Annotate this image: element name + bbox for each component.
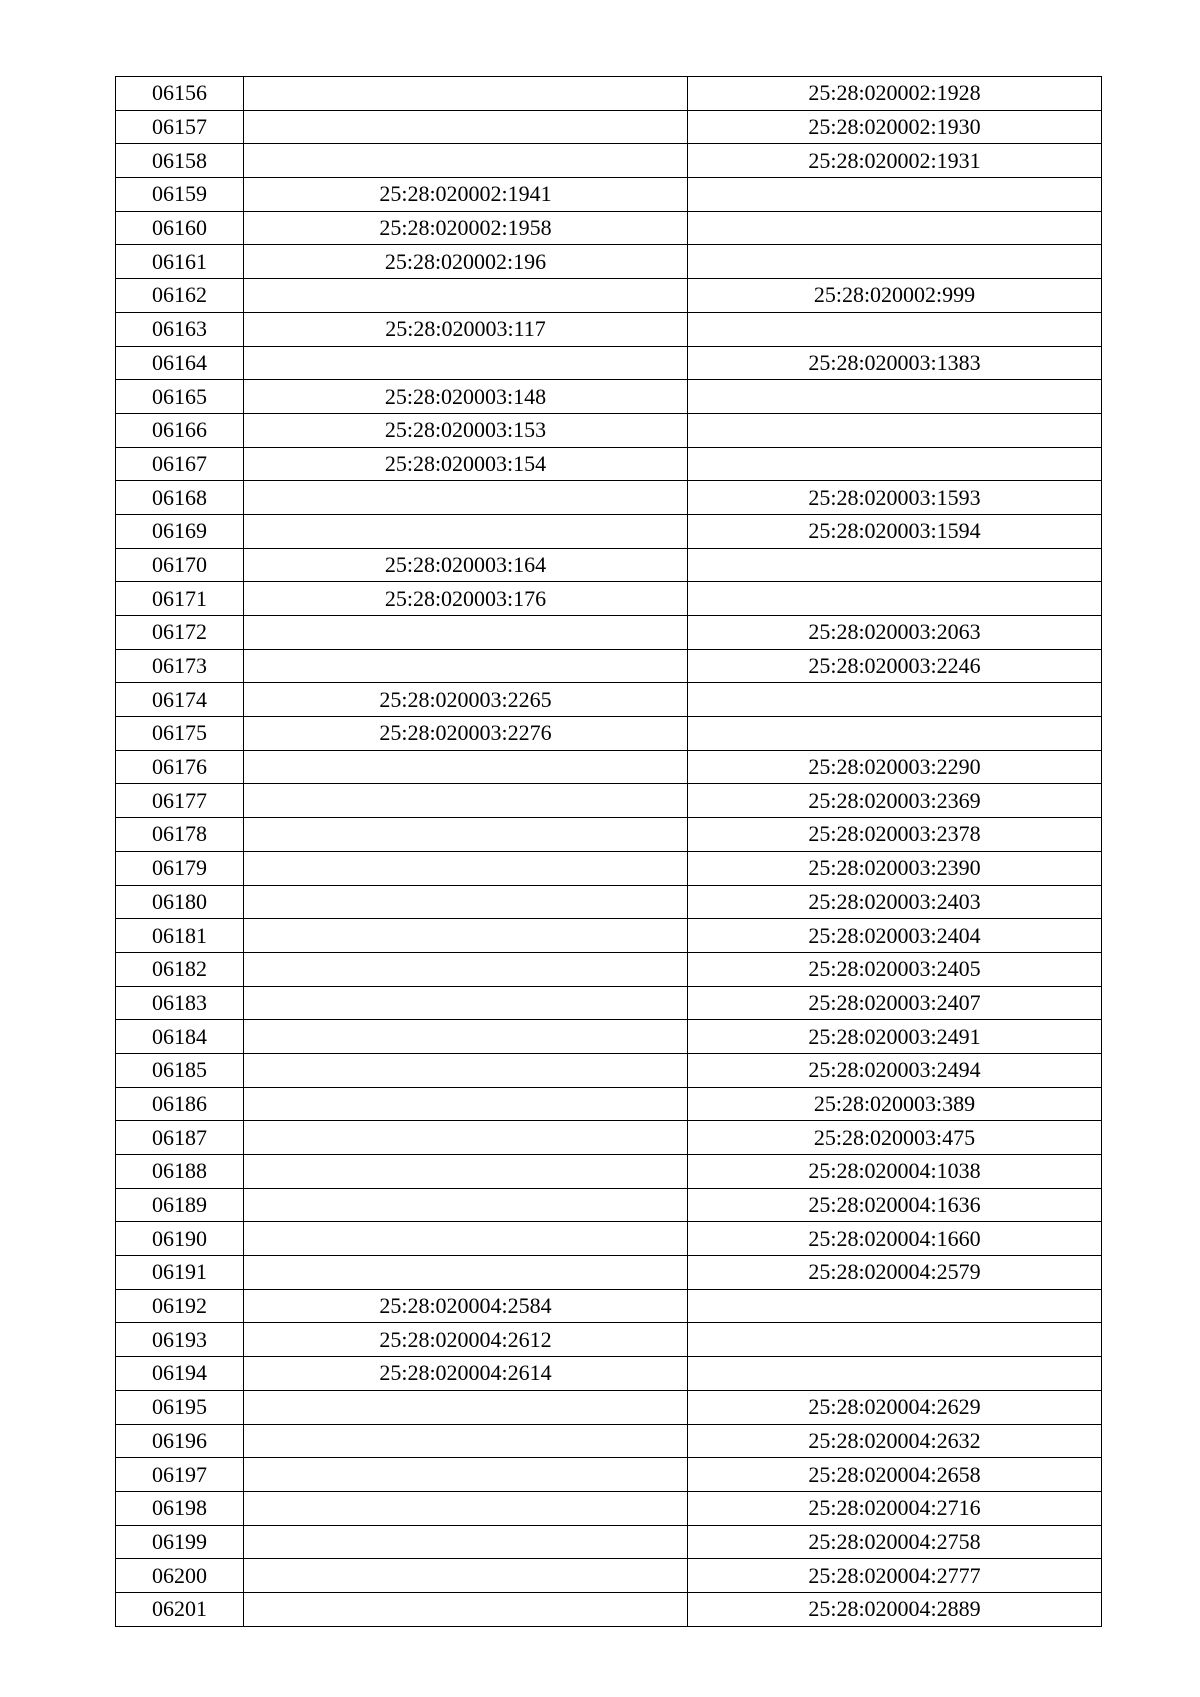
cadastral-number-cell-a: 25:28:020004:2584 <box>244 1289 688 1323</box>
cadastral-number-cell-b <box>688 245 1102 279</box>
cadastral-number-cell-a: 25:28:020002:1941 <box>244 178 688 212</box>
table-row <box>116 548 1102 582</box>
row-number-cell: 06158 <box>116 144 244 178</box>
row-number-cell: 06175 <box>116 717 244 751</box>
row-number-cell: 06173 <box>116 649 244 683</box>
cadastral-number-cell-b <box>688 717 1102 751</box>
cadastral-number-cell-a <box>244 1458 688 1492</box>
cadastral-number-cell-b: 25:28:020003:2290 <box>688 750 1102 784</box>
cadastral-number-cell-a <box>244 1053 688 1087</box>
cadastral-number-cell-b: 25:28:020003:2494 <box>688 1053 1102 1087</box>
table-row <box>116 1222 1102 1256</box>
cadastral-number-cell-b: 25:28:020004:2889 <box>688 1592 1102 1626</box>
row-number-cell: 06164 <box>116 346 244 380</box>
table-row <box>116 683 1102 717</box>
row-number-cell: 06193 <box>116 1323 244 1357</box>
cadastral-number-cell-b: 25:28:020003:2390 <box>688 851 1102 885</box>
cadastral-number-cell-a: 25:28:020003:117 <box>244 312 688 346</box>
row-number-cell: 06188 <box>116 1155 244 1189</box>
cadastral-number-cell-b: 25:28:020002:1928 <box>688 77 1102 111</box>
row-number-cell: 06189 <box>116 1188 244 1222</box>
cadastral-number-cell-b <box>688 1323 1102 1357</box>
table-row <box>116 110 1102 144</box>
table-row <box>116 1357 1102 1391</box>
cadastral-number-cell-a <box>244 952 688 986</box>
table-row <box>116 885 1102 919</box>
cadastral-number-cell-b: 25:28:020003:2404 <box>688 919 1102 953</box>
table-row <box>116 245 1102 279</box>
cadastral-number-cell-b: 25:28:020004:2758 <box>688 1525 1102 1559</box>
row-number-cell: 06176 <box>116 750 244 784</box>
cadastral-number-cell-b: 25:28:020004:1038 <box>688 1155 1102 1189</box>
table-row <box>116 818 1102 852</box>
cadastral-number-cell-b: 25:28:020003:2407 <box>688 986 1102 1020</box>
cadastral-number-cell-a <box>244 1020 688 1054</box>
cadastral-number-cell-a <box>244 1592 688 1626</box>
row-number-cell: 06186 <box>116 1087 244 1121</box>
table-row <box>116 447 1102 481</box>
cadastral-number-cell-b: 25:28:020003:389 <box>688 1087 1102 1121</box>
table-row <box>116 312 1102 346</box>
cadastral-number-cell-a <box>244 616 688 650</box>
table-row <box>116 481 1102 515</box>
table-row <box>116 919 1102 953</box>
cadastral-numbers-table <box>115 76 1102 1627</box>
table-row <box>116 1592 1102 1626</box>
cadastral-number-cell-b: 25:28:020003:2405 <box>688 952 1102 986</box>
cadastral-number-cell-b <box>688 312 1102 346</box>
cadastral-number-cell-b: 25:28:020004:2629 <box>688 1390 1102 1424</box>
table-row <box>116 1188 1102 1222</box>
cadastral-number-cell-a: 25:28:020002:1958 <box>244 211 688 245</box>
table-row <box>116 1559 1102 1593</box>
table-row <box>116 986 1102 1020</box>
row-number-cell: 06200 <box>116 1559 244 1593</box>
table-row <box>116 1087 1102 1121</box>
cadastral-number-cell-b: 25:28:020004:1660 <box>688 1222 1102 1256</box>
cadastral-number-cell-a <box>244 110 688 144</box>
table-row <box>116 1155 1102 1189</box>
row-number-cell: 06161 <box>116 245 244 279</box>
table-row <box>116 77 1102 111</box>
table-row <box>116 750 1102 784</box>
table-row <box>116 784 1102 818</box>
cadastral-number-cell-a <box>244 1121 688 1155</box>
row-number-cell: 06195 <box>116 1390 244 1424</box>
cadastral-number-cell-b: 25:28:020004:2579 <box>688 1256 1102 1290</box>
cadastral-number-cell-b <box>688 683 1102 717</box>
cadastral-number-cell-b: 25:28:020003:2063 <box>688 616 1102 650</box>
row-number-cell: 06156 <box>116 77 244 111</box>
row-number-cell: 06190 <box>116 1222 244 1256</box>
cadastral-number-cell-a: 25:28:020003:164 <box>244 548 688 582</box>
cadastral-number-cell-a <box>244 851 688 885</box>
row-number-cell: 06177 <box>116 784 244 818</box>
cadastral-number-cell-a <box>244 919 688 953</box>
cadastral-number-cell-a <box>244 1390 688 1424</box>
cadastral-number-cell-a <box>244 77 688 111</box>
table-row <box>116 1020 1102 1054</box>
cadastral-number-cell-a <box>244 1559 688 1593</box>
table-row <box>116 1121 1102 1155</box>
row-number-cell: 06198 <box>116 1491 244 1525</box>
table-row <box>116 616 1102 650</box>
row-number-cell: 06157 <box>116 110 244 144</box>
cadastral-number-cell-a: 25:28:020003:153 <box>244 413 688 447</box>
table-row <box>116 649 1102 683</box>
row-number-cell: 06178 <box>116 818 244 852</box>
row-number-cell: 06182 <box>116 952 244 986</box>
row-number-cell: 06167 <box>116 447 244 481</box>
cadastral-number-cell-a <box>244 784 688 818</box>
cadastral-number-cell-a: 25:28:020003:176 <box>244 582 688 616</box>
cadastral-number-cell-a <box>244 1087 688 1121</box>
row-number-cell: 06171 <box>116 582 244 616</box>
cadastral-number-cell-a <box>244 279 688 313</box>
row-number-cell: 06201 <box>116 1592 244 1626</box>
cadastral-number-cell-a <box>244 1188 688 1222</box>
row-number-cell: 06179 <box>116 851 244 885</box>
cadastral-number-cell-b <box>688 1289 1102 1323</box>
row-number-cell: 06183 <box>116 986 244 1020</box>
cadastral-number-cell-a: 25:28:020003:154 <box>244 447 688 481</box>
cadastral-number-cell-a: 25:28:020002:196 <box>244 245 688 279</box>
cadastral-number-cell-b <box>688 548 1102 582</box>
row-number-cell: 06184 <box>116 1020 244 1054</box>
row-number-cell: 06174 <box>116 683 244 717</box>
cadastral-number-cell-a: 25:28:020003:148 <box>244 380 688 414</box>
cadastral-number-cell-b <box>688 447 1102 481</box>
table-row <box>116 1256 1102 1290</box>
row-number-cell: 06187 <box>116 1121 244 1155</box>
row-number-cell: 06185 <box>116 1053 244 1087</box>
row-number-cell: 06172 <box>116 616 244 650</box>
cadastral-number-cell-b: 25:28:020004:2632 <box>688 1424 1102 1458</box>
row-number-cell: 06197 <box>116 1458 244 1492</box>
row-number-cell: 06192 <box>116 1289 244 1323</box>
cadastral-number-cell-a <box>244 1491 688 1525</box>
row-number-cell: 06199 <box>116 1525 244 1559</box>
table-row <box>116 952 1102 986</box>
cadastral-number-cell-a <box>244 1222 688 1256</box>
cadastral-number-cell-a <box>244 1424 688 1458</box>
row-number-cell: 06191 <box>116 1256 244 1290</box>
table-row <box>116 413 1102 447</box>
row-number-cell: 06168 <box>116 481 244 515</box>
row-number-cell: 06163 <box>116 312 244 346</box>
cadastral-number-cell-b: 25:28:020002:999 <box>688 279 1102 313</box>
row-number-cell: 06181 <box>116 919 244 953</box>
cadastral-number-cell-a <box>244 649 688 683</box>
cadastral-number-cell-b <box>688 413 1102 447</box>
table-body <box>116 77 1102 1627</box>
table-row <box>116 1289 1102 1323</box>
cadastral-number-cell-b: 25:28:020003:1594 <box>688 514 1102 548</box>
cadastral-number-cell-a <box>244 986 688 1020</box>
cadastral-number-cell-b: 25:28:020003:2378 <box>688 818 1102 852</box>
table-row <box>116 1491 1102 1525</box>
table-row <box>116 178 1102 212</box>
row-number-cell: 06194 <box>116 1357 244 1391</box>
table-row <box>116 717 1102 751</box>
cadastral-number-cell-b <box>688 211 1102 245</box>
cadastral-number-cell-a <box>244 818 688 852</box>
cadastral-number-cell-b: 25:28:020002:1931 <box>688 144 1102 178</box>
table-row <box>116 279 1102 313</box>
cadastral-number-cell-b: 25:28:020004:2658 <box>688 1458 1102 1492</box>
cadastral-number-cell-b <box>688 1357 1102 1391</box>
cadastral-number-cell-a <box>244 885 688 919</box>
cadastral-number-cell-b <box>688 380 1102 414</box>
cadastral-number-cell-b: 25:28:020003:475 <box>688 1121 1102 1155</box>
table-row <box>116 851 1102 885</box>
cadastral-number-cell-a <box>244 1525 688 1559</box>
cadastral-number-cell-b: 25:28:020004:2716 <box>688 1491 1102 1525</box>
cadastral-number-cell-a: 25:28:020004:2614 <box>244 1357 688 1391</box>
cadastral-number-cell-a: 25:28:020003:2265 <box>244 683 688 717</box>
cadastral-number-cell-a: 25:28:020004:2612 <box>244 1323 688 1357</box>
table-row <box>116 346 1102 380</box>
cadastral-number-cell-b: 25:28:020003:2403 <box>688 885 1102 919</box>
table-row <box>116 514 1102 548</box>
cadastral-number-cell-b: 25:28:020004:2777 <box>688 1559 1102 1593</box>
cadastral-number-cell-b: 25:28:020003:2491 <box>688 1020 1102 1054</box>
cadastral-number-cell-b: 25:28:020003:1383 <box>688 346 1102 380</box>
row-number-cell: 06159 <box>116 178 244 212</box>
cadastral-number-cell-b <box>688 178 1102 212</box>
table-row <box>116 1458 1102 1492</box>
cadastral-number-cell-a: 25:28:020003:2276 <box>244 717 688 751</box>
row-number-cell: 06160 <box>116 211 244 245</box>
table-row <box>116 211 1102 245</box>
table-row <box>116 1390 1102 1424</box>
cadastral-number-cell-a <box>244 346 688 380</box>
cadastral-number-cell-b: 25:28:020003:2246 <box>688 649 1102 683</box>
row-number-cell: 06162 <box>116 279 244 313</box>
row-number-cell: 06169 <box>116 514 244 548</box>
row-number-cell: 06170 <box>116 548 244 582</box>
table-row <box>116 1323 1102 1357</box>
table-row <box>116 1525 1102 1559</box>
table-row <box>116 144 1102 178</box>
cadastral-number-cell-a <box>244 514 688 548</box>
cadastral-number-cell-b: 25:28:020002:1930 <box>688 110 1102 144</box>
table-row <box>116 582 1102 616</box>
cadastral-number-cell-b: 25:28:020004:1636 <box>688 1188 1102 1222</box>
cadastral-number-cell-a <box>244 750 688 784</box>
row-number-cell: 06180 <box>116 885 244 919</box>
cadastral-number-cell-b: 25:28:020003:1593 <box>688 481 1102 515</box>
cadastral-number-cell-a <box>244 1155 688 1189</box>
table-row <box>116 380 1102 414</box>
row-number-cell: 06165 <box>116 380 244 414</box>
cadastral-number-cell-a <box>244 1256 688 1290</box>
table-row <box>116 1424 1102 1458</box>
row-number-cell: 06196 <box>116 1424 244 1458</box>
cadastral-number-cell-a <box>244 144 688 178</box>
cadastral-number-cell-a <box>244 481 688 515</box>
cadastral-number-cell-b: 25:28:020003:2369 <box>688 784 1102 818</box>
row-number-cell: 06166 <box>116 413 244 447</box>
table-row <box>116 1053 1102 1087</box>
cadastral-number-cell-b <box>688 582 1102 616</box>
